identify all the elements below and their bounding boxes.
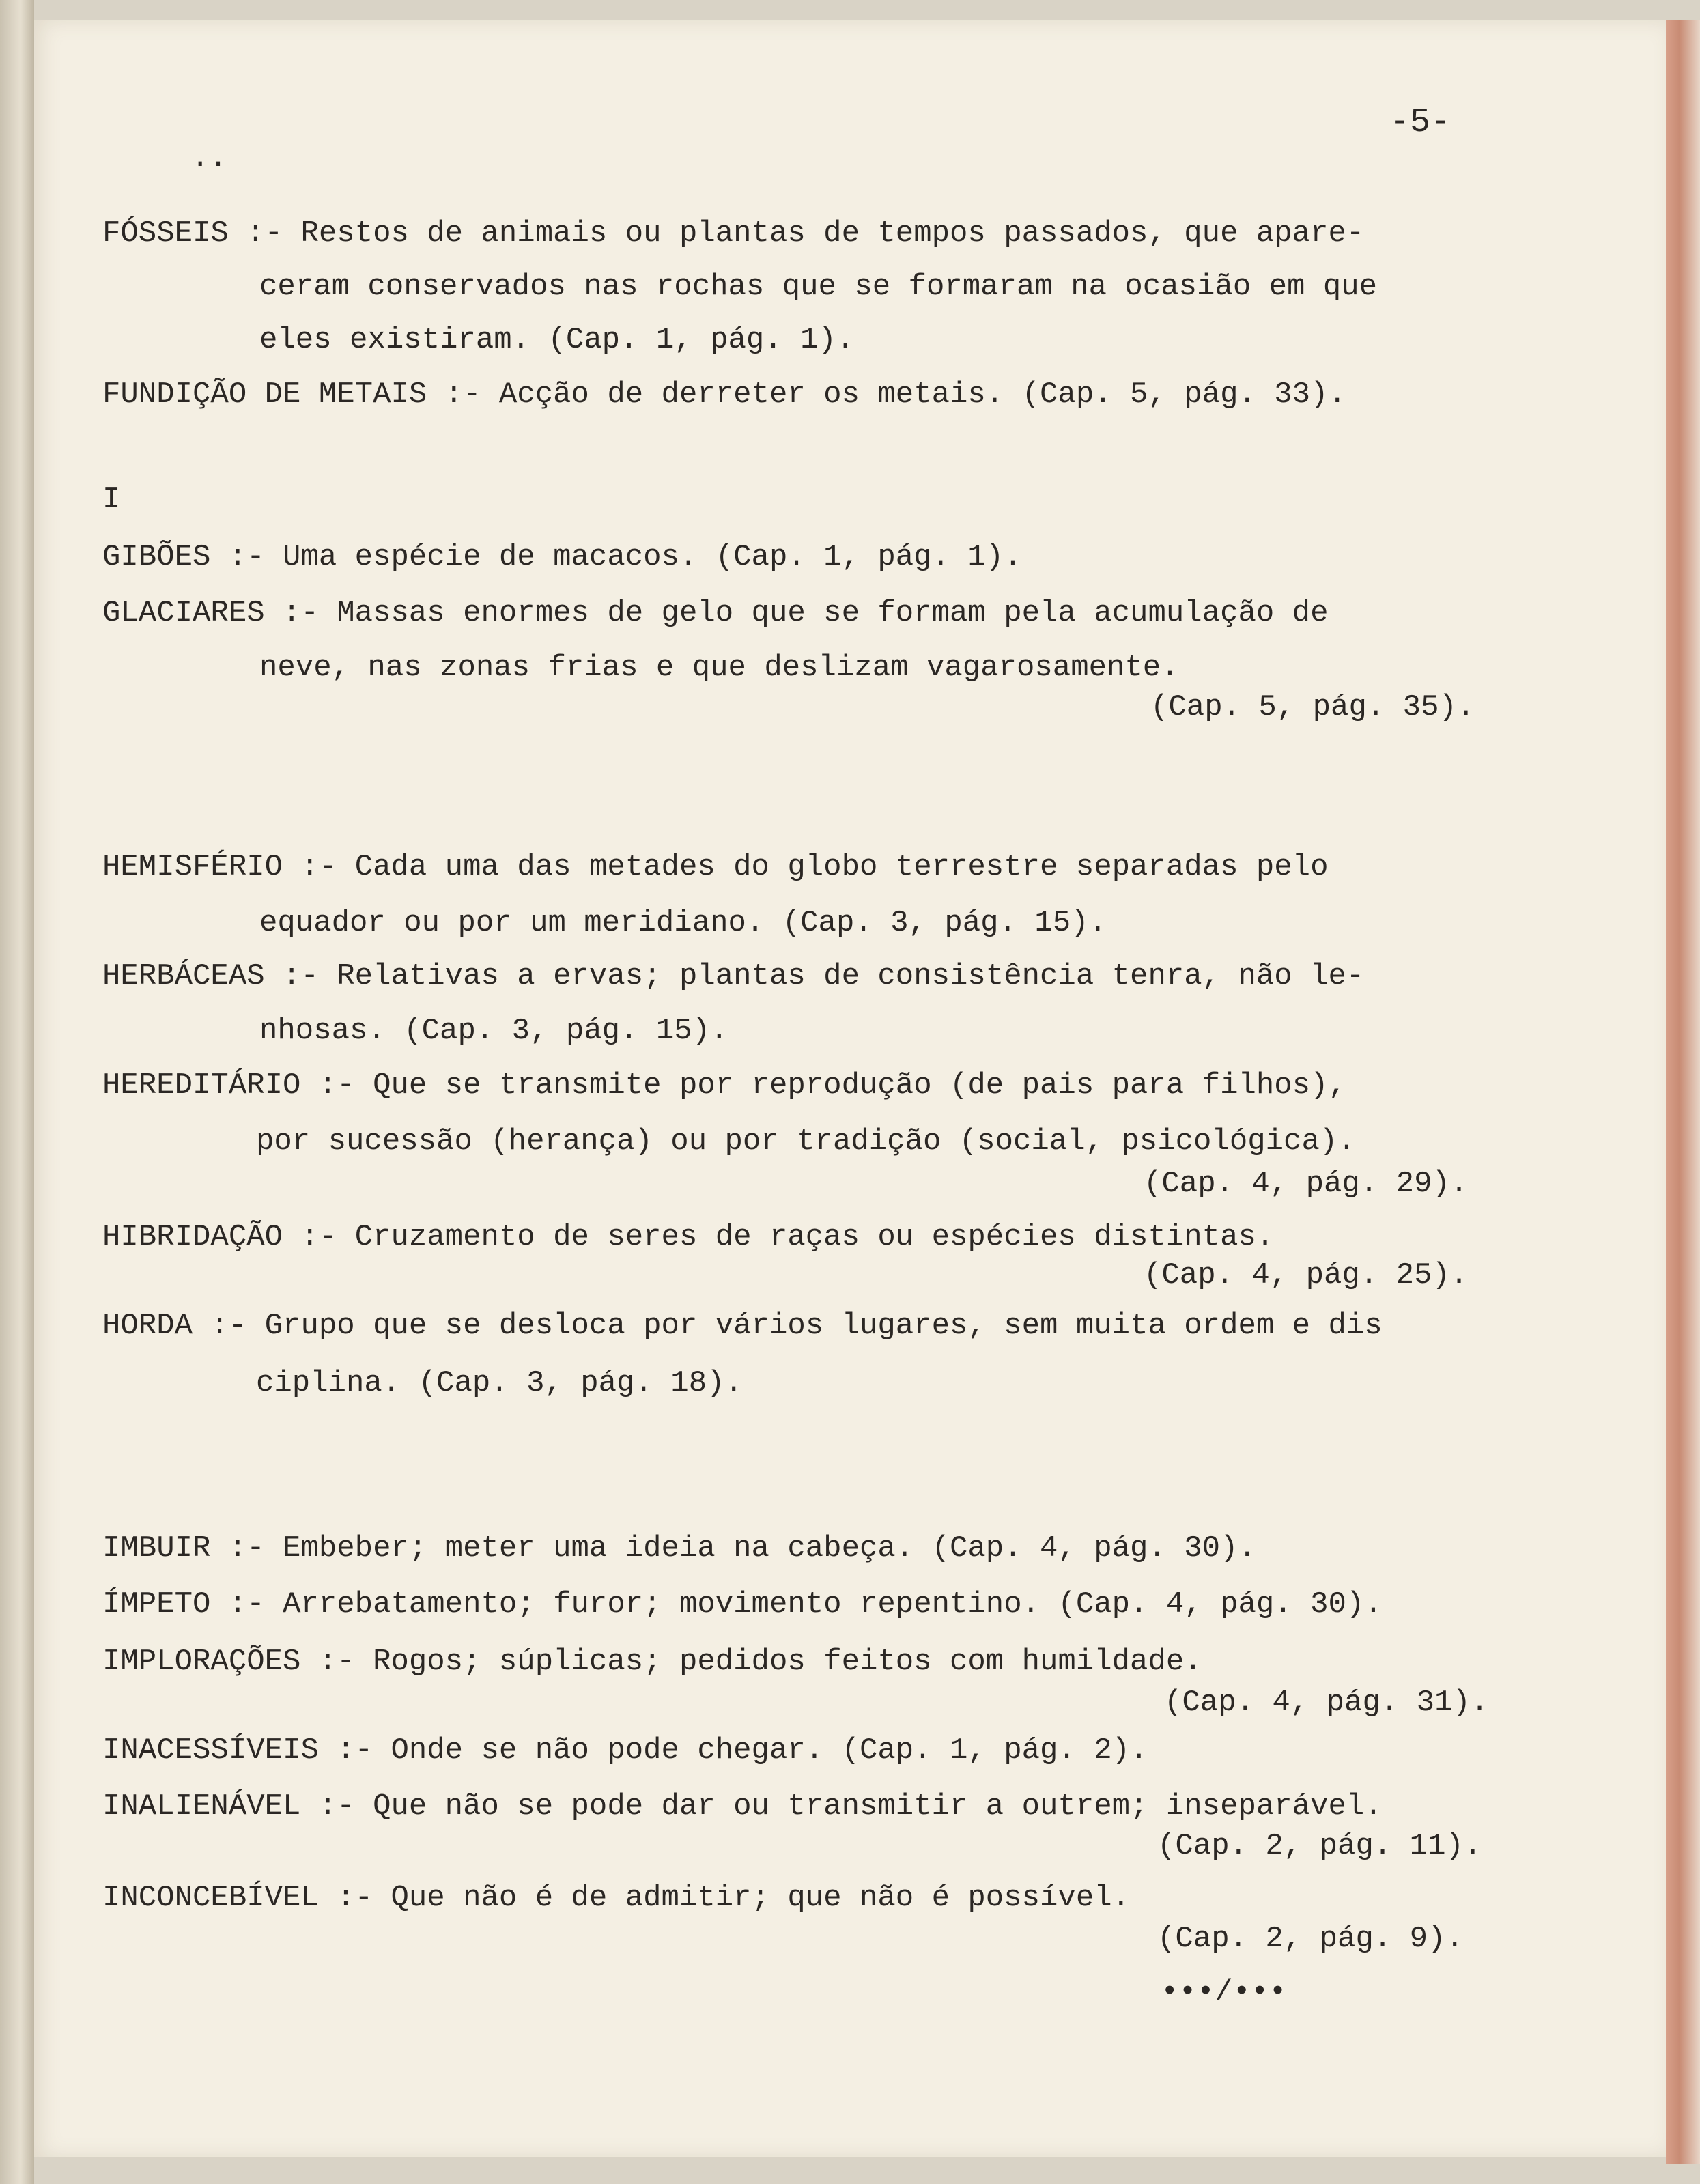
- entry-fosseis-line3: eles existiram. (Cap. 1, pág. 1).: [259, 323, 855, 357]
- section-letter: I: [102, 483, 121, 517]
- entry-glaciares-line1: GLACIARES :- Massas enormes de gelo que se formam pela acumulação de: [102, 596, 1329, 630]
- entry-hereditario-line2: por sucessão (herança) ou por tradição (social, psicológica).: [256, 1124, 1356, 1159]
- book-binding: [0, 0, 34, 2184]
- page-number: -5-: [1389, 103, 1451, 142]
- entry-inalienavel-line2: (Cap. 2, pág. 11).: [1157, 1829, 1482, 1863]
- entry-glaciares-line2: neve, nas zonas frias e que deslizam vagarosamente.: [259, 651, 1179, 685]
- entry-impeto-line1: ÍMPETO :- Arrebatamento; furor; movimento repentino. (Cap. 4, pág. 30).: [102, 1587, 1383, 1621]
- entry-hibridacao-line1: HIBRIDAÇÃO :- Cruzamento de seres de raças ou espécies distintas.: [102, 1220, 1275, 1254]
- page-edge: [1666, 20, 1700, 2164]
- corner-mark: ..: [191, 141, 227, 175]
- entry-herbaceas-line1: HERBÁCEAS :- Relativas a ervas; plantas de consistência tenra, não le-: [102, 959, 1365, 993]
- entry-hemisferio-line2: equador ou por um meridiano. (Cap. 3, pág. 15).: [259, 906, 1107, 940]
- entry-glaciares-line3: (Cap. 5, pág. 35).: [1150, 690, 1475, 724]
- entry-hibridacao-line2: (Cap. 4, pág. 25).: [1144, 1258, 1469, 1292]
- entry-inacessiveis-line1: INACESSÍVEIS :- Onde se não pode chegar. (Cap. 1, pág. 2).: [102, 1733, 1148, 1768]
- entry-imploracoes-line1: IMPLORAÇÕES :- Rogos; súplicas; pedidos feitos com humildade.: [102, 1645, 1202, 1679]
- entry-hereditario-line3: (Cap. 4, pág. 29).: [1144, 1167, 1469, 1201]
- entry-fosseis-line2: ceram conservados nas rochas que se formaram na ocasião em que: [259, 270, 1378, 304]
- entry-fosseis-line1: FÓSSEIS :- Restos de animais ou plantas de tempos passados, que apare-: [102, 216, 1365, 251]
- entry-hemisferio-line1: HEMISFÉRIO :- Cada uma das metades do globo terrestre separadas pelo: [102, 850, 1329, 884]
- entry-hereditario-line1: HEREDITÁRIO :- Que se transmite por reprodução (de pais para filhos),: [102, 1068, 1346, 1103]
- entry-inalienavel-line1: INALIENÁVEL :- Que não se pode dar ou transmitir a outrem; inseparável.: [102, 1789, 1383, 1824]
- entry-inconcebivel-line2: (Cap. 2, pág. 9).: [1157, 1922, 1464, 1956]
- entry-imploracoes-line2: (Cap. 4, pág. 31).: [1164, 1686, 1489, 1720]
- entry-inconcebivel-line1: INCONCEBÍVEL :- Que não é de admitir; que não é possível.: [102, 1881, 1131, 1915]
- entry-horda-line1: HORDA :- Grupo que se desloca por vários lugares, sem muita ordem e dis: [102, 1309, 1383, 1343]
- entry-giboes-line1: GIBÕES :- Uma espécie de macacos. (Cap. 1, pág. 1).: [102, 540, 1022, 574]
- entry-herbaceas-line2: nhosas. (Cap. 3, pág. 15).: [259, 1014, 728, 1048]
- continuation-mark: •••/•••: [1161, 1975, 1287, 2009]
- entry-imbuir-line1: IMBUIR :- Embeber; meter uma ideia na cabeça. (Cap. 4, pág. 30).: [102, 1531, 1256, 1565]
- entry-fundicao-line1: FUNDIÇÃO DE METAIS :- Acção de derreter os metais. (Cap. 5, pág. 33).: [102, 378, 1346, 412]
- entry-horda-line2: ciplina. (Cap. 3, pág. 18).: [256, 1366, 743, 1400]
